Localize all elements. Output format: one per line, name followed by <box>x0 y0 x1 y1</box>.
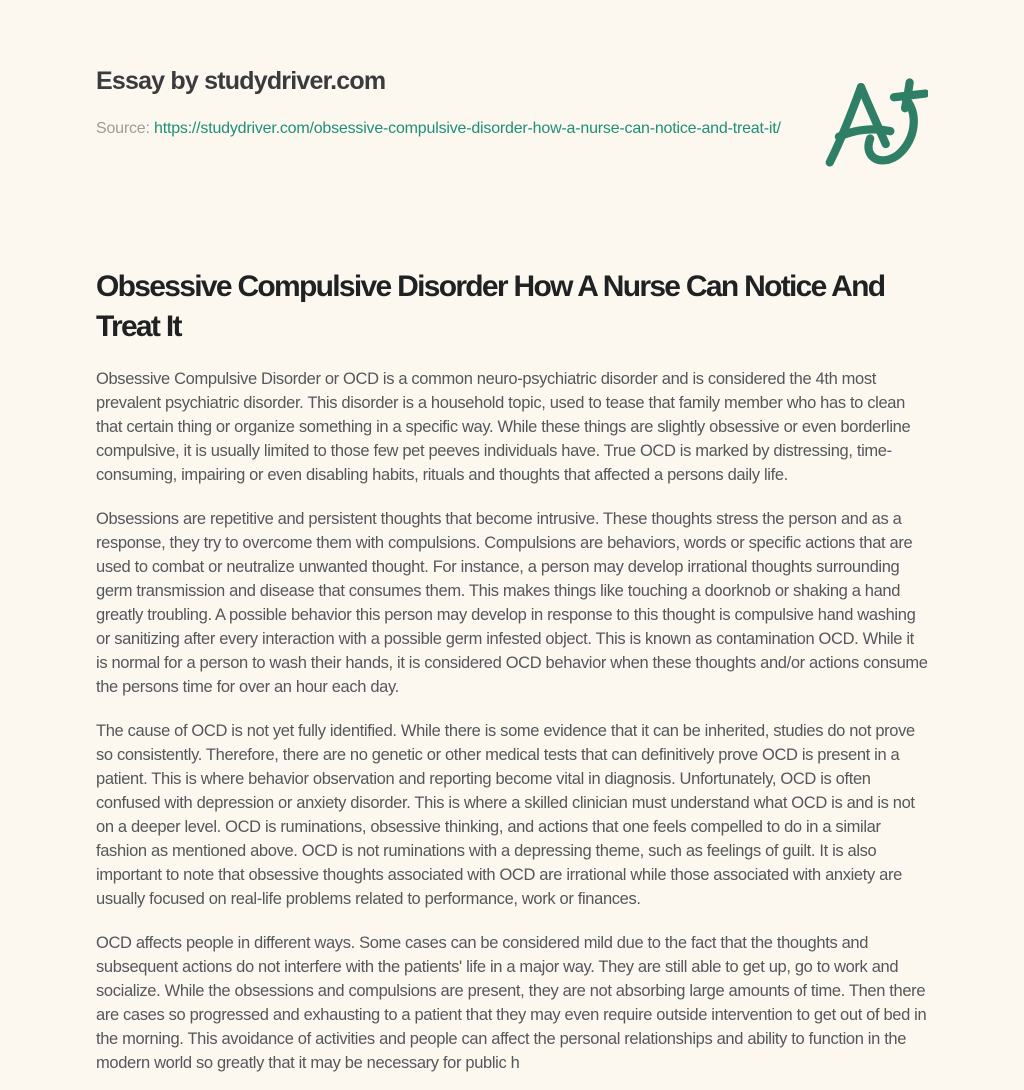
article-paragraph-4: OCD affects people in different ways. Some cases can be considered mild due to the fact that the thoughts and subsequent actions do not interfere with the patients' life in a major way. They are still able to get up, go to work and socialize. While the obsessions and compulsions are present, they are not absorbing large amounts of time. Then there are cases so progressed and exhausting to a patient that they may even require outside intervention to get out of bed in the morning. This avoidance of activities and people can affect the personal relationships and ability to function in the modern world so greatly that it may be necessary for public h <box>96 934 927 1072</box>
header-text-block <box>96 66 781 142</box>
site-title: Essay by studydriver.com <box>96 67 386 95</box>
studydriver-a-plus-logo-icon <box>816 72 928 177</box>
article-title: Obsessive Compulsive Disorder How A Nurse Can Notice And Treat It <box>96 270 885 343</box>
article-paragraph-3: The cause of OCD is not yet fully identified. While there is some evidence that it can be inherited, studies do not prove so consistently. Therefore, there are no genetic or other medical tests that can definitively prove OCD is present in a patient. This is where behavior observation and reporting become vital in diagnosis. Unfortunately, OCD is often confused with depression or anxiety disorder. This is where a skilled clinician must understand what OCD is and is not on a deeper level. OCD is ruminations, obsessive thinking, and actions that one feels compelled to do in a similar fashion as mentioned above. OCD is not ruminations with a depressing theme, such as feelings of guilt. It is also important to note that obsessive thoughts associated with OCD are irrational while those associated with anxiety are usually focused on real-life problems related to performance, work or finances. <box>96 722 915 908</box>
source-line <box>96 116 781 142</box>
article-paragraph-1: Obsessive Compulsive Disorder or OCD is a common neuro-psychiatric disorder and is considered the 4th most prevalent psychiatric disorder. This disorder is a household topic, used to tease that family member who has to clean that certain thing or organize something in a specific way. While these things are slightly obsessive or even borderline compulsive, it is usually limited to those few pet peeves individuals have. True OCD is marked by distressing, time-consuming, impairing or even disabling habits, rituals and thoughts that affected a persons daily life. <box>96 370 911 484</box>
article-body <box>96 367 928 1075</box>
page-header <box>96 66 928 177</box>
article-paragraph-2: Obsessions are repetitive and persistent thoughts that become intrusive. These thoughts stress the person and as a response, they try to overcome them with compulsions. Compulsions are behaviors, words or specific actions that are used to combat or neutralize unwanted thought. For instance, a person may develop irrational thoughts surrounding germ transmission and disease that consumes them. This makes things like touching a doorknob or shaking a hand greatly troubling. A possible behavior this person may develop in response to this thought is compulsive hand washing or sanitizing after every interaction with a possible germ infested object. This is known as contamination OCD. While it is normal for a person to wash their hands, it is considered OCD behavior when these thoughts and/or actions consume the persons time for over an hour each day. <box>96 510 928 696</box>
source-label: Source: <box>96 120 150 137</box>
source-url-link[interactable]: https://studydriver.com/obsessive-compulsive-disorder-how-a-nurse-can-notice-and-treat-it/ <box>154 120 781 137</box>
